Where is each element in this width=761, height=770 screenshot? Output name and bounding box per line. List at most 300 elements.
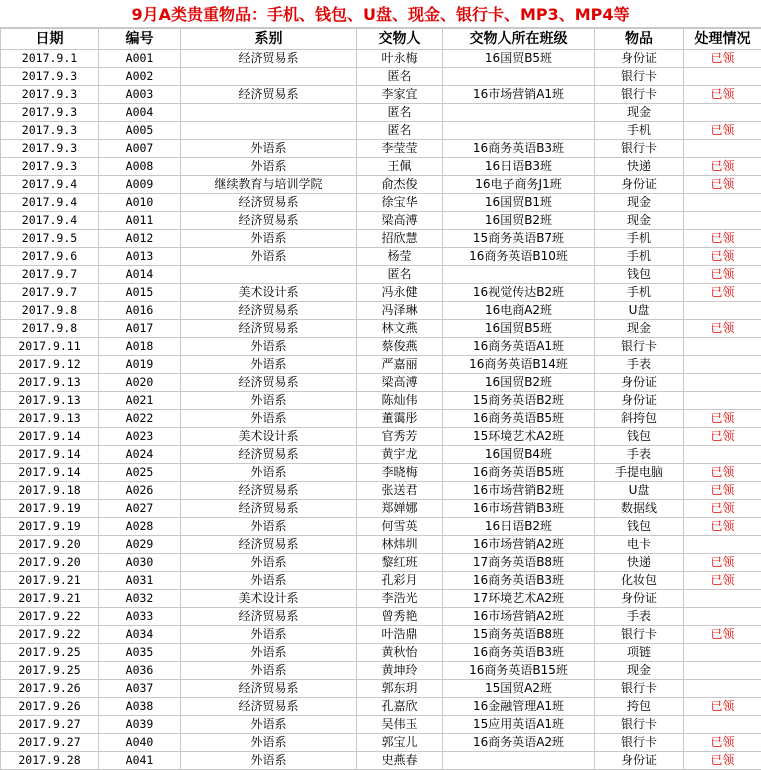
department-cell[interactable] xyxy=(181,68,357,86)
submitter-cell[interactable]: 黄秋怡 xyxy=(357,644,443,662)
status-cell[interactable] xyxy=(684,644,761,662)
id-cell[interactable]: A032 xyxy=(99,590,181,608)
department-cell[interactable]: 外语系 xyxy=(181,140,357,158)
id-cell[interactable]: A039 xyxy=(99,716,181,734)
id-cell[interactable]: A011 xyxy=(99,212,181,230)
submitter-cell[interactable]: 张送君 xyxy=(357,482,443,500)
item-cell[interactable]: 现金 xyxy=(595,320,684,338)
department-cell[interactable]: 美术设计系 xyxy=(181,590,357,608)
class-cell[interactable]: 16商务英语B3班 xyxy=(443,644,595,662)
id-cell[interactable]: A027 xyxy=(99,500,181,518)
item-cell[interactable]: 快递 xyxy=(595,158,684,176)
item-cell[interactable]: 钱包 xyxy=(595,266,684,284)
department-cell[interactable]: 外语系 xyxy=(181,662,357,680)
department-cell[interactable]: 外语系 xyxy=(181,230,357,248)
class-cell[interactable]: 15应用英语A1班 xyxy=(443,716,595,734)
department-cell[interactable]: 外语系 xyxy=(181,464,357,482)
status-cell[interactable]: 已领 xyxy=(684,284,761,302)
item-cell[interactable]: 身份证 xyxy=(595,176,684,194)
date-cell[interactable]: 2017.9.12 xyxy=(1,356,99,374)
submitter-cell[interactable]: 林文燕 xyxy=(357,320,443,338)
submitter-cell[interactable]: 李莹莹 xyxy=(357,140,443,158)
submitter-cell[interactable]: 董霭彤 xyxy=(357,410,443,428)
id-cell[interactable]: A020 xyxy=(99,374,181,392)
status-cell[interactable] xyxy=(684,302,761,320)
department-cell[interactable]: 美术设计系 xyxy=(181,428,357,446)
item-cell[interactable]: 银行卡 xyxy=(595,86,684,104)
date-cell[interactable]: 2017.9.27 xyxy=(1,716,99,734)
table-row xyxy=(1,86,761,104)
item-cell[interactable]: 钱包 xyxy=(595,518,684,536)
status-cell[interactable]: 已领 xyxy=(684,176,761,194)
submitter-cell[interactable]: 史燕春 xyxy=(357,752,443,770)
date-cell[interactable]: 2017.9.4 xyxy=(1,194,99,212)
department-cell[interactable]: 经济贸易系 xyxy=(181,500,357,518)
submitter-cell[interactable]: 匿名 xyxy=(357,68,443,86)
department-cell[interactable]: 外语系 xyxy=(181,356,357,374)
department-cell[interactable]: 经济贸易系 xyxy=(181,698,357,716)
class-cell[interactable]: 15环境艺术A2班 xyxy=(443,428,595,446)
class-cell[interactable]: 16商务英语B5班 xyxy=(443,410,595,428)
department-cell[interactable]: 外语系 xyxy=(181,518,357,536)
submitter-cell[interactable]: 吴伟玉 xyxy=(357,716,443,734)
class-cell[interactable]: 16市场营销A2班 xyxy=(443,536,595,554)
submitter-cell[interactable]: 梁高溥 xyxy=(357,212,443,230)
status-cell[interactable]: 已领 xyxy=(684,518,761,536)
status-cell[interactable]: 已领 xyxy=(684,266,761,284)
department-cell[interactable]: 经济贸易系 xyxy=(181,50,357,68)
department-cell[interactable]: 外语系 xyxy=(181,392,357,410)
header-department[interactable]: 系别 xyxy=(181,29,357,50)
department-cell[interactable]: 美术设计系 xyxy=(181,284,357,302)
class-cell[interactable] xyxy=(443,104,595,122)
department-cell[interactable]: 外语系 xyxy=(181,626,357,644)
status-cell[interactable] xyxy=(684,662,761,680)
id-cell[interactable]: A005 xyxy=(99,122,181,140)
status-cell[interactable] xyxy=(684,392,761,410)
status-cell[interactable]: 已领 xyxy=(684,500,761,518)
submitter-cell[interactable]: 李家宜 xyxy=(357,86,443,104)
table-row xyxy=(1,626,761,644)
submitter-cell[interactable]: 叶浩鼎 xyxy=(357,626,443,644)
header-status[interactable]: 处理情况 xyxy=(684,29,761,50)
header-class[interactable]: 交物人所在班级 xyxy=(443,29,595,50)
id-cell[interactable]: A007 xyxy=(99,140,181,158)
class-cell[interactable]: 16国贸B2班 xyxy=(443,374,595,392)
item-cell[interactable]: 斜挎包 xyxy=(595,410,684,428)
status-cell[interactable]: 已领 xyxy=(684,50,761,68)
submitter-cell[interactable]: 黄宇龙 xyxy=(357,446,443,464)
status-cell[interactable] xyxy=(684,356,761,374)
id-cell[interactable]: A034 xyxy=(99,626,181,644)
class-cell[interactable]: 16商务英语B14班 xyxy=(443,356,595,374)
date-cell[interactable]: 2017.9.3 xyxy=(1,140,99,158)
header-date[interactable]: 日期 xyxy=(1,29,99,50)
date-cell[interactable]: 2017.9.6 xyxy=(1,248,99,266)
submitter-cell[interactable]: 王佩 xyxy=(357,158,443,176)
department-cell[interactable]: 经济贸易系 xyxy=(181,86,357,104)
date-cell[interactable]: 2017.9.1 xyxy=(1,50,99,68)
table-row xyxy=(1,680,761,698)
class-cell[interactable]: 16国贸B5班 xyxy=(443,50,595,68)
submitter-cell[interactable]: 招欣慧 xyxy=(357,230,443,248)
submitter-cell[interactable]: 官秀芳 xyxy=(357,428,443,446)
status-cell[interactable]: 已领 xyxy=(684,410,761,428)
date-cell[interactable]: 2017.9.21 xyxy=(1,590,99,608)
department-cell[interactable]: 经济贸易系 xyxy=(181,374,357,392)
date-cell[interactable]: 2017.9.14 xyxy=(1,428,99,446)
id-cell[interactable]: A041 xyxy=(99,752,181,770)
class-cell[interactable]: 16市场营销B2班 xyxy=(443,482,595,500)
department-cell[interactable]: 经济贸易系 xyxy=(181,608,357,626)
item-cell[interactable]: 现金 xyxy=(595,212,684,230)
class-cell[interactable]: 16商务英语A2班 xyxy=(443,734,595,752)
item-cell[interactable]: 电卡 xyxy=(595,536,684,554)
item-cell[interactable]: 银行卡 xyxy=(595,68,684,86)
id-cell[interactable]: A001 xyxy=(99,50,181,68)
date-cell[interactable]: 2017.9.28 xyxy=(1,752,99,770)
table-row xyxy=(1,482,761,500)
item-cell[interactable]: 现金 xyxy=(595,662,684,680)
department-cell[interactable]: 外语系 xyxy=(181,716,357,734)
item-cell[interactable]: 银行卡 xyxy=(595,626,684,644)
item-cell[interactable]: U盘 xyxy=(595,302,684,320)
class-cell[interactable]: 16日语B3班 xyxy=(443,158,595,176)
date-cell[interactable]: 2017.9.19 xyxy=(1,518,99,536)
status-cell[interactable] xyxy=(684,194,761,212)
date-cell[interactable]: 2017.9.14 xyxy=(1,464,99,482)
date-cell[interactable]: 2017.9.3 xyxy=(1,158,99,176)
table-row xyxy=(1,158,761,176)
department-cell[interactable]: 经济贸易系 xyxy=(181,302,357,320)
class-cell[interactable]: 16市场营销A2班 xyxy=(443,608,595,626)
item-cell[interactable]: 身份证 xyxy=(595,392,684,410)
class-cell[interactable]: 16商务英语B3班 xyxy=(443,140,595,158)
id-cell[interactable]: A040 xyxy=(99,734,181,752)
date-cell[interactable]: 2017.9.13 xyxy=(1,374,99,392)
id-cell[interactable]: A028 xyxy=(99,518,181,536)
submitter-cell[interactable]: 李浩光 xyxy=(357,590,443,608)
status-cell[interactable] xyxy=(684,338,761,356)
item-cell[interactable]: 手机 xyxy=(595,122,684,140)
class-cell[interactable]: 15商务英语B8班 xyxy=(443,626,595,644)
submitter-cell[interactable]: 俞杰俊 xyxy=(357,176,443,194)
submitter-cell[interactable]: 黎红班 xyxy=(357,554,443,572)
item-cell[interactable]: 身份证 xyxy=(595,50,684,68)
item-cell[interactable]: 项链 xyxy=(595,644,684,662)
class-cell[interactable]: 16国贸B2班 xyxy=(443,212,595,230)
submitter-cell[interactable]: 匿名 xyxy=(357,104,443,122)
department-cell[interactable]: 经济贸易系 xyxy=(181,446,357,464)
department-cell[interactable]: 外语系 xyxy=(181,410,357,428)
department-cell[interactable]: 经济贸易系 xyxy=(181,536,357,554)
class-cell[interactable]: 16商务英语B3班 xyxy=(443,572,595,590)
submitter-cell[interactable]: 黄坤玲 xyxy=(357,662,443,680)
class-cell[interactable]: 16市场营销A1班 xyxy=(443,86,595,104)
date-cell[interactable]: 2017.9.22 xyxy=(1,626,99,644)
status-cell[interactable]: 已领 xyxy=(684,428,761,446)
department-cell[interactable]: 经济贸易系 xyxy=(181,680,357,698)
status-cell[interactable] xyxy=(684,608,761,626)
date-cell[interactable]: 2017.9.11 xyxy=(1,338,99,356)
item-cell[interactable]: 手机 xyxy=(595,284,684,302)
submitter-cell[interactable]: 何雪英 xyxy=(357,518,443,536)
item-cell[interactable]: 化妆包 xyxy=(595,572,684,590)
date-cell[interactable]: 2017.9.5 xyxy=(1,230,99,248)
status-cell[interactable]: 已领 xyxy=(684,320,761,338)
id-cell[interactable]: A025 xyxy=(99,464,181,482)
status-cell[interactable] xyxy=(684,716,761,734)
submitter-cell[interactable]: 叶永梅 xyxy=(357,50,443,68)
date-cell[interactable]: 2017.9.26 xyxy=(1,698,99,716)
class-cell[interactable] xyxy=(443,752,595,770)
id-cell[interactable]: A031 xyxy=(99,572,181,590)
table-row xyxy=(1,68,761,86)
item-cell[interactable]: 银行卡 xyxy=(595,680,684,698)
id-cell[interactable]: A003 xyxy=(99,86,181,104)
class-cell[interactable]: 15国贸A2班 xyxy=(443,680,595,698)
id-cell[interactable]: A033 xyxy=(99,608,181,626)
class-cell[interactable]: 15商务英语B2班 xyxy=(443,392,595,410)
submitter-cell[interactable]: 郭东玥 xyxy=(357,680,443,698)
id-cell[interactable]: A016 xyxy=(99,302,181,320)
class-cell[interactable]: 16商务英语B15班 xyxy=(443,662,595,680)
department-cell[interactable]: 外语系 xyxy=(181,158,357,176)
status-cell[interactable]: 已领 xyxy=(684,464,761,482)
id-cell[interactable]: A002 xyxy=(99,68,181,86)
date-cell[interactable]: 2017.9.21 xyxy=(1,572,99,590)
class-cell[interactable]: 16电商A2班 xyxy=(443,302,595,320)
item-cell[interactable]: 银行卡 xyxy=(595,734,684,752)
department-cell[interactable]: 经济贸易系 xyxy=(181,212,357,230)
class-cell[interactable]: 16国贸B4班 xyxy=(443,446,595,464)
item-cell[interactable]: 手表 xyxy=(595,446,684,464)
status-cell[interactable]: 已领 xyxy=(684,158,761,176)
item-cell[interactable]: U盘 xyxy=(595,482,684,500)
status-cell[interactable] xyxy=(684,68,761,86)
item-cell[interactable]: 手提电脑 xyxy=(595,464,684,482)
submitter-cell[interactable]: 徐宝华 xyxy=(357,194,443,212)
date-cell[interactable]: 2017.9.25 xyxy=(1,662,99,680)
header-id[interactable]: 编号 xyxy=(99,29,181,50)
id-cell[interactable]: A038 xyxy=(99,698,181,716)
department-cell[interactable]: 外语系 xyxy=(181,248,357,266)
submitter-cell[interactable]: 郭宝儿 xyxy=(357,734,443,752)
status-cell[interactable]: 已领 xyxy=(684,752,761,770)
id-cell[interactable]: A008 xyxy=(99,158,181,176)
status-cell[interactable]: 已领 xyxy=(684,698,761,716)
header-submitter[interactable]: 交物人 xyxy=(357,29,443,50)
date-cell[interactable]: 2017.9.8 xyxy=(1,302,99,320)
table-row xyxy=(1,302,761,320)
item-cell[interactable]: 现金 xyxy=(595,104,684,122)
item-cell[interactable]: 手机 xyxy=(595,248,684,266)
department-cell[interactable]: 外语系 xyxy=(181,734,357,752)
item-cell[interactable]: 手机 xyxy=(595,230,684,248)
id-cell[interactable]: A017 xyxy=(99,320,181,338)
date-cell[interactable]: 2017.9.25 xyxy=(1,644,99,662)
class-cell[interactable]: 16商务英语A1班 xyxy=(443,338,595,356)
department-cell[interactable]: 经济贸易系 xyxy=(181,482,357,500)
id-cell[interactable]: A012 xyxy=(99,230,181,248)
department-cell[interactable]: 继续教育与培训学院 xyxy=(181,176,357,194)
date-cell[interactable]: 2017.9.3 xyxy=(1,68,99,86)
status-cell[interactable]: 已领 xyxy=(684,572,761,590)
class-cell[interactable] xyxy=(443,122,595,140)
status-cell[interactable]: 已领 xyxy=(684,122,761,140)
date-cell[interactable]: 2017.9.3 xyxy=(1,104,99,122)
class-cell[interactable]: 16国贸B5班 xyxy=(443,320,595,338)
id-cell[interactable]: A026 xyxy=(99,482,181,500)
header-item[interactable]: 物品 xyxy=(595,29,684,50)
item-cell[interactable]: 银行卡 xyxy=(595,140,684,158)
table-row xyxy=(1,176,761,194)
id-cell[interactable]: A019 xyxy=(99,356,181,374)
date-cell[interactable]: 2017.9.14 xyxy=(1,446,99,464)
class-cell[interactable]: 16商务英语B5班 xyxy=(443,464,595,482)
department-cell[interactable]: 外语系 xyxy=(181,554,357,572)
item-cell[interactable]: 钱包 xyxy=(595,428,684,446)
status-cell[interactable] xyxy=(684,212,761,230)
department-cell[interactable]: 经济贸易系 xyxy=(181,320,357,338)
date-cell[interactable]: 2017.9.18 xyxy=(1,482,99,500)
status-cell[interactable]: 已领 xyxy=(684,248,761,266)
table-row xyxy=(1,230,761,248)
class-cell[interactable]: 16视觉传达B2班 xyxy=(443,284,595,302)
status-cell[interactable] xyxy=(684,590,761,608)
class-cell[interactable]: 16市场营销B3班 xyxy=(443,500,595,518)
class-cell[interactable]: 16金融管理A1班 xyxy=(443,698,595,716)
status-cell[interactable]: 已领 xyxy=(684,554,761,572)
item-cell[interactable]: 身份证 xyxy=(595,752,684,770)
submitter-cell[interactable]: 梁高溥 xyxy=(357,374,443,392)
status-cell[interactable]: 已领 xyxy=(684,626,761,644)
submitter-cell[interactable]: 李晓梅 xyxy=(357,464,443,482)
class-cell[interactable]: 16电子商务J1班 xyxy=(443,176,595,194)
department-cell[interactable]: 外语系 xyxy=(181,338,357,356)
status-cell[interactable]: 已领 xyxy=(684,482,761,500)
department-cell[interactable] xyxy=(181,122,357,140)
date-cell[interactable]: 2017.9.3 xyxy=(1,122,99,140)
id-cell[interactable]: A024 xyxy=(99,446,181,464)
item-cell[interactable]: 银行卡 xyxy=(595,338,684,356)
class-cell[interactable]: 17商务英语B8班 xyxy=(443,554,595,572)
table-row xyxy=(1,50,761,68)
date-cell[interactable]: 2017.9.3 xyxy=(1,86,99,104)
submitter-cell[interactable]: 杨莹 xyxy=(357,248,443,266)
class-cell[interactable]: 17环境艺术A2班 xyxy=(443,590,595,608)
item-cell[interactable]: 数据线 xyxy=(595,500,684,518)
class-cell[interactable] xyxy=(443,266,595,284)
item-cell[interactable]: 银行卡 xyxy=(595,716,684,734)
submitter-cell[interactable]: 孔彩月 xyxy=(357,572,443,590)
id-cell[interactable]: A023 xyxy=(99,428,181,446)
date-cell[interactable]: 2017.9.8 xyxy=(1,320,99,338)
submitter-cell[interactable]: 林炜圳 xyxy=(357,536,443,554)
date-cell[interactable]: 2017.9.22 xyxy=(1,608,99,626)
id-cell[interactable]: A018 xyxy=(99,338,181,356)
id-cell[interactable]: A035 xyxy=(99,644,181,662)
class-cell[interactable]: 16国贸B1班 xyxy=(443,194,595,212)
date-cell[interactable]: 2017.9.4 xyxy=(1,176,99,194)
status-cell[interactable]: 已领 xyxy=(684,734,761,752)
date-cell[interactable]: 2017.9.19 xyxy=(1,500,99,518)
id-cell[interactable]: A014 xyxy=(99,266,181,284)
date-cell[interactable]: 2017.9.26 xyxy=(1,680,99,698)
date-cell[interactable]: 2017.9.7 xyxy=(1,284,99,302)
table-row xyxy=(1,104,761,122)
item-cell[interactable]: 身份证 xyxy=(595,590,684,608)
id-cell[interactable]: A022 xyxy=(99,410,181,428)
date-cell[interactable]: 2017.9.13 xyxy=(1,392,99,410)
department-cell[interactable]: 经济贸易系 xyxy=(181,194,357,212)
department-cell[interactable] xyxy=(181,266,357,284)
id-cell[interactable]: A029 xyxy=(99,536,181,554)
submitter-cell[interactable]: 郑婵娜 xyxy=(357,500,443,518)
status-cell[interactable] xyxy=(684,446,761,464)
item-cell[interactable]: 快递 xyxy=(595,554,684,572)
item-cell[interactable]: 挎包 xyxy=(595,698,684,716)
sheet-title[interactable]: 9月A类贵重物品：手机、钱包、U盘、现金、银行卡、MP3、MP4等 xyxy=(0,0,761,28)
submitter-cell[interactable]: 曾秀艳 xyxy=(357,608,443,626)
id-cell[interactable]: A010 xyxy=(99,194,181,212)
class-cell[interactable]: 16商务英语B10班 xyxy=(443,248,595,266)
submitter-cell[interactable]: 陈灿伟 xyxy=(357,392,443,410)
submitter-cell[interactable]: 冯泽琳 xyxy=(357,302,443,320)
department-cell[interactable]: 外语系 xyxy=(181,644,357,662)
id-cell[interactable]: A030 xyxy=(99,554,181,572)
class-cell[interactable]: 16日语B2班 xyxy=(443,518,595,536)
submitter-cell[interactable]: 蔡俊燕 xyxy=(357,338,443,356)
date-cell[interactable]: 2017.9.4 xyxy=(1,212,99,230)
department-cell[interactable]: 外语系 xyxy=(181,752,357,770)
status-cell[interactable]: 已领 xyxy=(684,86,761,104)
date-cell[interactable]: 2017.9.27 xyxy=(1,734,99,752)
id-cell[interactable]: A036 xyxy=(99,662,181,680)
item-cell[interactable]: 身份证 xyxy=(595,374,684,392)
date-cell[interactable]: 2017.9.20 xyxy=(1,554,99,572)
status-cell[interactable] xyxy=(684,536,761,554)
id-cell[interactable]: A009 xyxy=(99,176,181,194)
id-cell[interactable]: A015 xyxy=(99,284,181,302)
status-cell[interactable]: 已领 xyxy=(684,230,761,248)
id-cell[interactable]: A013 xyxy=(99,248,181,266)
department-cell[interactable]: 外语系 xyxy=(181,572,357,590)
status-cell[interactable] xyxy=(684,104,761,122)
date-cell[interactable]: 2017.9.20 xyxy=(1,536,99,554)
submitter-cell[interactable]: 冯永健 xyxy=(357,284,443,302)
id-cell[interactable]: A037 xyxy=(99,680,181,698)
item-cell[interactable]: 手表 xyxy=(595,608,684,626)
submitter-cell[interactable]: 匿名 xyxy=(357,122,443,140)
submitter-cell[interactable]: 严嘉丽 xyxy=(357,356,443,374)
class-cell[interactable]: 15商务英语B7班 xyxy=(443,230,595,248)
status-cell[interactable] xyxy=(684,680,761,698)
date-cell[interactable]: 2017.9.7 xyxy=(1,266,99,284)
table-row xyxy=(1,212,761,230)
submitter-cell[interactable]: 匿名 xyxy=(357,266,443,284)
status-cell[interactable] xyxy=(684,374,761,392)
id-cell[interactable]: A004 xyxy=(99,104,181,122)
id-cell[interactable]: A021 xyxy=(99,392,181,410)
item-cell[interactable]: 手表 xyxy=(595,356,684,374)
item-cell[interactable]: 现金 xyxy=(595,194,684,212)
department-cell[interactable] xyxy=(181,104,357,122)
status-cell[interactable] xyxy=(684,140,761,158)
submitter-cell[interactable]: 孔嘉欣 xyxy=(357,698,443,716)
date-cell[interactable]: 2017.9.13 xyxy=(1,410,99,428)
class-cell[interactable] xyxy=(443,68,595,86)
